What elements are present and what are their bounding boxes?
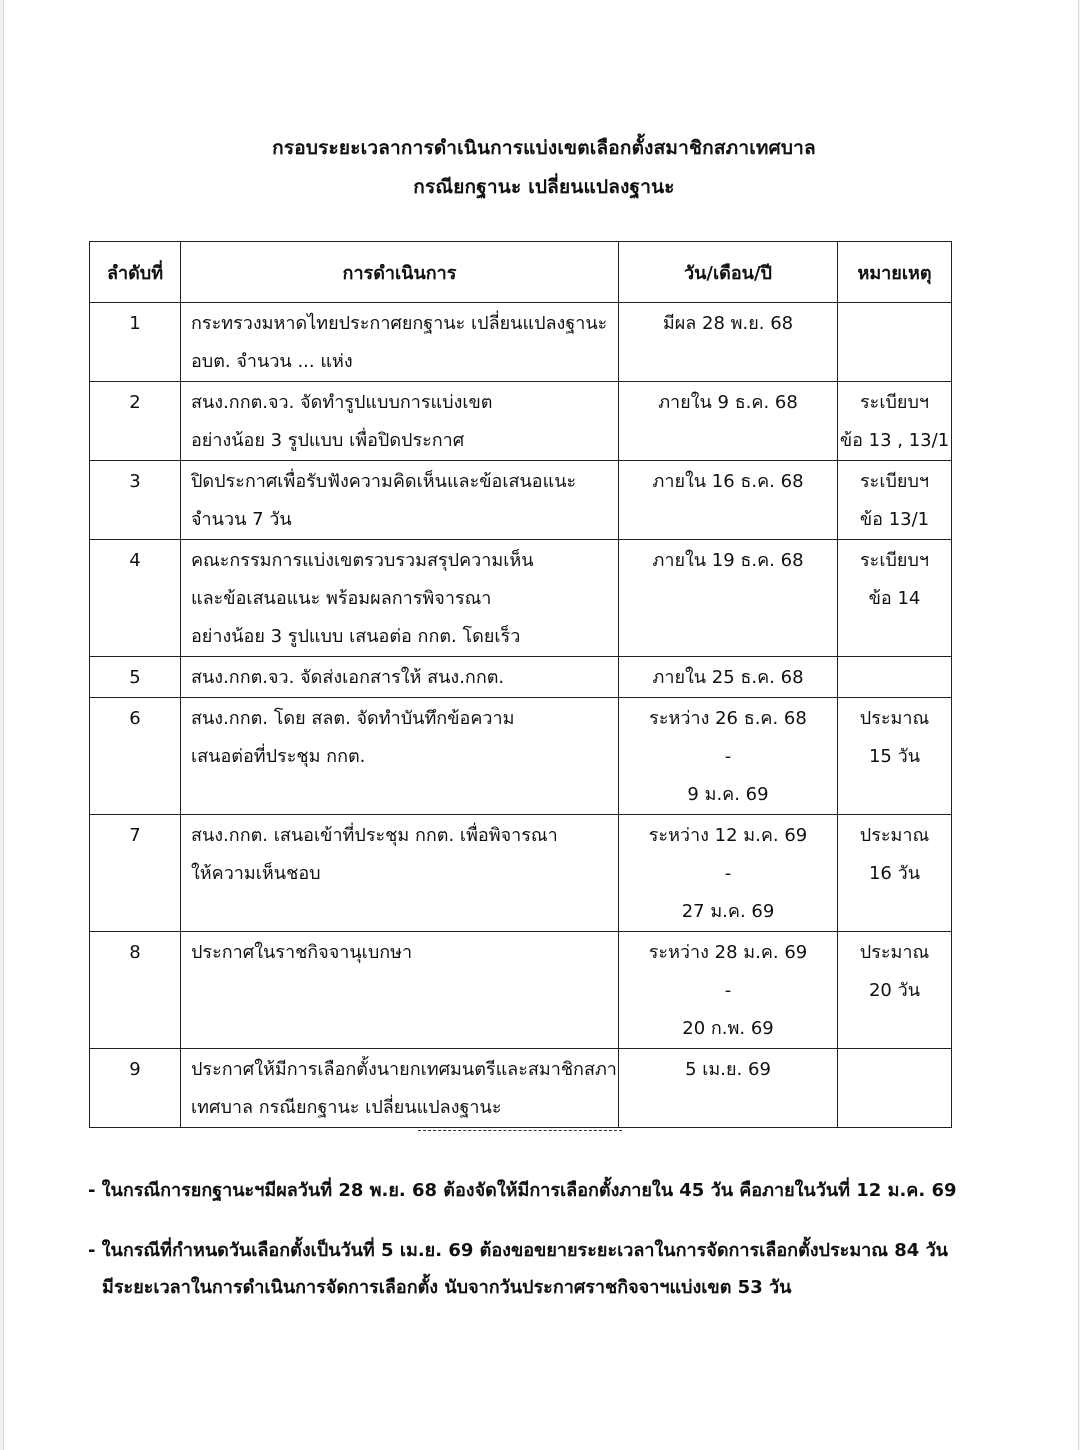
- header-no: ลำดับที่: [90, 242, 181, 303]
- row-no: 3: [90, 461, 181, 540]
- document-title-line2: กรณียกฐานะ เปลี่ยนแปลงฐานะ: [413, 176, 675, 198]
- action-line: และข้อเสนอแนะ พร้อมผลการพิจารณา: [191, 588, 492, 609]
- row-date: [619, 540, 838, 657]
- header-note: หมายเหตุ: [838, 242, 952, 303]
- row-note: [838, 1049, 952, 1128]
- footnote-1: - ในกรณีการยกฐานะฯมีผลวันที่ 28 พ.ย. 68 ต้องจัดให้มีการเลือกตั้งภายใน 45 วัน คือภายในวันที่ 12 ม.ค. 69: [88, 1180, 957, 1201]
- row-action: [181, 382, 619, 461]
- date-line: ระหว่าง 26 ธ.ค. 68: [649, 708, 807, 729]
- row-note: [838, 303, 952, 382]
- action-line: เทศบาล กรณียกฐานะ เปลี่ยนแปลงฐานะ: [191, 1097, 502, 1118]
- table-row: [90, 698, 952, 815]
- row-no: 1: [90, 303, 181, 382]
- note-line: ข้อ 13/1: [859, 509, 930, 530]
- row-action: [181, 540, 619, 657]
- table-row: [90, 303, 952, 382]
- section-divider: [418, 1130, 622, 1131]
- footnote-2-line1: - ในกรณีที่กำหนดวันเลือกตั้งเป็นวันที่ 5 เม.ย. 69 ต้องขอขยายระยะเวลาในการจัดการเลือกตั้งประมาณ 84 วัน: [88, 1240, 948, 1261]
- date-line: มีผล 28 พ.ย. 68: [662, 313, 794, 334]
- row-note: [838, 382, 952, 461]
- row-date: [619, 303, 838, 382]
- note-line: 15 วัน: [868, 746, 921, 767]
- row-date: [619, 698, 838, 815]
- document-title-line1: กรอบระยะเวลาการดำเนินการแบ่งเขตเลือกตั้งสมาชิกสภาเทศบาล: [272, 137, 816, 159]
- row-date: [619, 382, 838, 461]
- action-line: สนง.กกต. เสนอเข้าที่ประชุม กกต. เพื่อพิจารณา: [191, 825, 558, 846]
- note-line: 16 วัน: [868, 863, 921, 884]
- row-date: [619, 657, 838, 698]
- note-line: ประมาณ: [859, 942, 930, 963]
- row-note: [838, 698, 952, 815]
- row-note: [838, 657, 952, 698]
- note-line: ระเบียบฯ: [860, 392, 929, 413]
- action-line: ประกาศให้มีการเลือกตั้งนายกเทศมนตรีและสมาชิกสภา: [191, 1059, 617, 1080]
- date-line: ภายใน 16 ธ.ค. 68: [652, 471, 804, 492]
- row-note: [838, 461, 952, 540]
- footnote-2: [88, 1232, 948, 1306]
- table-row: [90, 382, 952, 461]
- row-no: 2: [90, 382, 181, 461]
- action-line: ให้ความเห็นชอบ: [191, 863, 321, 884]
- row-no: 6: [90, 698, 181, 815]
- row-date: [619, 1049, 838, 1128]
- row-action: [181, 815, 619, 932]
- action-line: สนง.กกต.จว. จัดส่งเอกสารให้ สนง.กกต.: [191, 667, 505, 688]
- row-action: [181, 698, 619, 815]
- date-line: ระหว่าง 28 ม.ค. 69: [648, 942, 808, 963]
- table-row: [90, 932, 952, 1049]
- note-line: ประมาณ: [859, 708, 930, 729]
- date-line: -: [724, 746, 732, 767]
- row-note: [838, 815, 952, 932]
- row-action: [181, 1049, 619, 1128]
- footnote-2-line2: มีระยะเวลาในการดำเนินการจัดการเลือกตั้ง นับจากวันประกาศราชกิจจาฯแบ่งเขต 53 วัน: [102, 1277, 792, 1298]
- row-action: [181, 303, 619, 382]
- table-row: [90, 540, 952, 657]
- date-line: -: [724, 863, 732, 884]
- row-action: [181, 657, 619, 698]
- header-action: การดำเนินการ: [181, 242, 619, 303]
- table-row: [90, 657, 952, 698]
- action-line: คณะกรรมการแบ่งเขตรวบรวมสรุปความเห็น: [191, 550, 534, 571]
- date-line: 9 ม.ค. 69: [687, 784, 769, 805]
- row-note: [838, 932, 952, 1049]
- note-line: ระเบียบฯ: [860, 471, 929, 492]
- table-row: [90, 461, 952, 540]
- row-date: [619, 932, 838, 1049]
- row-no: 7: [90, 815, 181, 932]
- note-line: ระเบียบฯ: [860, 550, 929, 571]
- date-line: ระหว่าง 12 ม.ค. 69: [648, 825, 808, 846]
- action-line: เสนอต่อที่ประชุม กกต.: [191, 746, 366, 767]
- action-line: ประกาศในราชกิจจานุเบกษา: [191, 942, 413, 963]
- action-line: อย่างน้อย 3 รูปแบบ เสนอต่อ กกต. โดยเร็ว: [191, 626, 521, 647]
- date-line: 5 เม.ย. 69: [685, 1059, 771, 1080]
- note-line: ข้อ 14: [868, 588, 921, 609]
- date-line: ภายใน 19 ธ.ค. 68: [652, 550, 804, 571]
- schedule-table: [89, 241, 952, 1128]
- row-note: [838, 540, 952, 657]
- row-date: [619, 815, 838, 932]
- note-line: 20 วัน: [868, 980, 921, 1001]
- table-row: [90, 815, 952, 932]
- action-line: สนง.กกต. โดย สลต. จัดทำบันทึกข้อความ: [191, 708, 515, 729]
- action-line: สนง.กกต.จว. จัดทำรูปแบบการแบ่งเขต: [191, 392, 493, 413]
- row-no: 5: [90, 657, 181, 698]
- date-line: 27 ม.ค. 69: [681, 901, 775, 922]
- action-line: ปิดประกาศเพื่อรับฟังความคิดเห็นและข้อเสนอแนะ: [191, 471, 577, 492]
- table-row: [90, 1049, 952, 1128]
- row-no: 8: [90, 932, 181, 1049]
- date-line: ภายใน 25 ธ.ค. 68: [652, 667, 804, 688]
- header-date: วัน/เดือน/ปี: [619, 242, 838, 303]
- note-line: ข้อ 13 , 13/1: [839, 430, 950, 451]
- note-line: ประมาณ: [859, 825, 930, 846]
- row-action: [181, 932, 619, 1049]
- row-no: 4: [90, 540, 181, 657]
- action-line: กระทรวงมหาดไทยประกาศยกฐานะ เปลี่ยนแปลงฐานะ: [191, 313, 608, 334]
- row-action: [181, 461, 619, 540]
- date-line: -: [724, 980, 732, 1001]
- action-line: อบต. จำนวน ... แห่ง: [191, 351, 353, 372]
- row-no: 9: [90, 1049, 181, 1128]
- row-date: [619, 461, 838, 540]
- date-line: 20 ก.พ. 69: [682, 1018, 774, 1039]
- action-line: อย่างน้อย 3 รูปแบบ เพื่อปิดประกาศ: [191, 430, 465, 451]
- action-line: จำนวน 7 วัน: [191, 509, 292, 530]
- table-header-row: [90, 242, 952, 303]
- date-line: ภายใน 9 ธ.ค. 68: [658, 392, 798, 413]
